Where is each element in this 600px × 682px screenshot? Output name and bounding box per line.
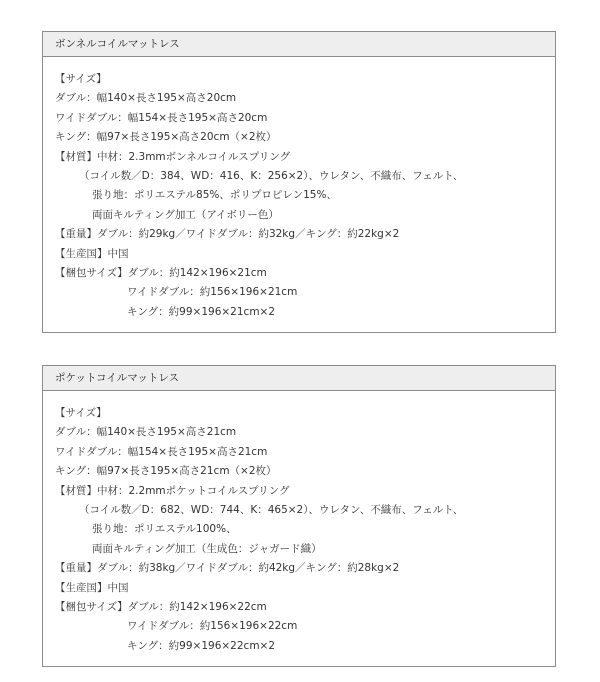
- spec-line: 【サイズ】: [55, 407, 107, 419]
- spec-line: 【梱包サイズ】ダブル：約142×196×21cm: [55, 266, 267, 279]
- spec-line: 【重量】ダブル：約29kg／ワイドダブル：約32kg／キング：約22kg×2: [55, 228, 400, 241]
- spec-line: ワイドダブル：幅154×長さ195×高さ20cm: [55, 111, 268, 124]
- spec-line: 張り地：ポリエステル100%、: [92, 523, 237, 536]
- spec-list: [43, 57, 555, 322]
- spec-line: ダブル：幅140×長さ195×高さ21cm: [55, 426, 237, 439]
- spec-line: 【サイズ】: [55, 73, 107, 85]
- spec-line: 張り地：ポリエステル85%、ポリプロピレン15%、: [92, 189, 337, 202]
- spec-list: [43, 391, 555, 656]
- spec-line: 【生産国】中国: [55, 247, 129, 260]
- spec-line: ワイドダブル：約156×196×21cm: [127, 286, 298, 299]
- spec-line: 【生産国】中国: [55, 581, 129, 594]
- bonnell-coil-spec-panel: [42, 31, 556, 333]
- spec-line: 【材質】中材：2.3mmボンネルコイルスプリング: [55, 150, 291, 163]
- spec-line: ワイドダブル：幅154×長さ195×高さ21cm: [55, 445, 268, 458]
- spec-line: キング：約99×196×22cm×2: [127, 639, 276, 652]
- panel-title: ボンネルコイルマットレス: [43, 32, 555, 57]
- spec-line: キング：幅97×長さ195×高さ20cm（×2枚）: [55, 131, 277, 144]
- spec-line: 両面キルティング加工（アイボリー色）: [92, 208, 279, 221]
- spec-line: ダブル：幅140×長さ195×高さ20cm: [55, 92, 237, 105]
- spec-line: （コイル数／D：682、WD：744、K：465×2）、ウレタン、不織布、フェルト、: [79, 503, 464, 516]
- pocket-coil-spec-panel: [42, 365, 556, 667]
- spec-line: 両面キルティング加工（生成色：ジャガード織）: [92, 542, 322, 555]
- spec-line: ワイドダブル：約156×196×22cm: [127, 620, 298, 633]
- spec-line: 【重量】ダブル：約38kg／ワイドダブル：約42kg／キング：約28kg×2: [55, 562, 400, 575]
- spec-line: 【材質】中材：2.2mmポケットコイルスプリング: [55, 484, 290, 497]
- spec-line: キング：約99×196×21cm×2: [127, 305, 276, 318]
- panel-title: ポケットコイルマットレス: [43, 366, 555, 391]
- spec-line: （コイル数／D：384、WD：416、K：256×2）、ウレタン、不織布、フェルト、: [79, 169, 464, 182]
- spec-line: 【梱包サイズ】ダブル：約142×196×22cm: [55, 600, 267, 613]
- spec-line: キング：幅97×長さ195×高さ21cm（×2枚）: [55, 465, 277, 478]
